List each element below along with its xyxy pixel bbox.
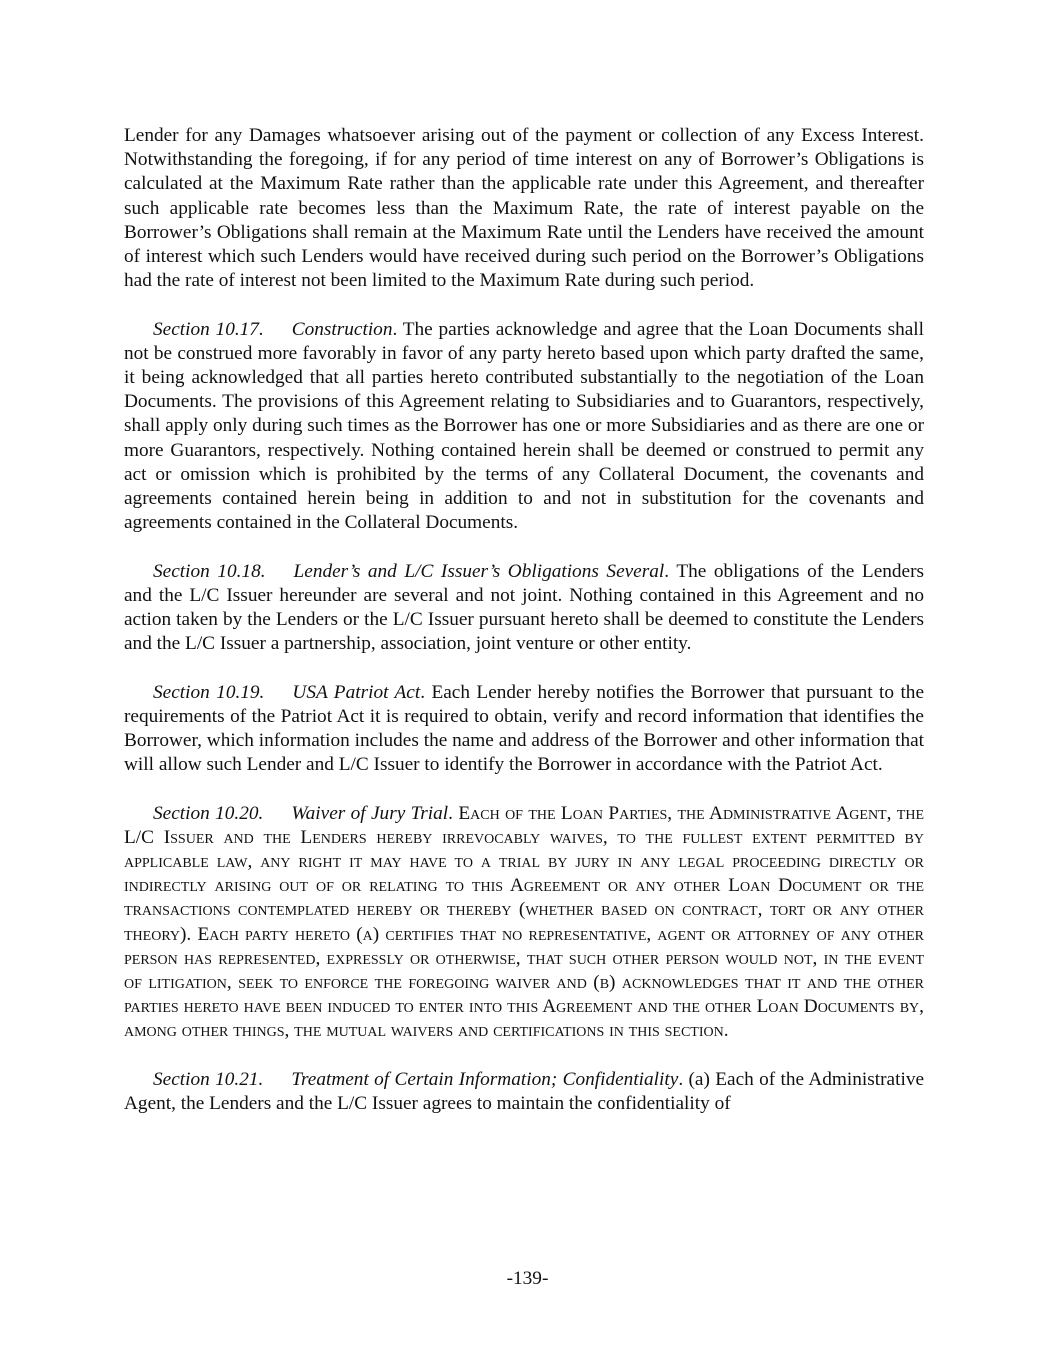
section-10-19: Section 10.19. USA Patriot Act. Each Lender hereby notifies the Borrower that pursuant to the requirements of the Patriot Act it is required to obtain, verify and record information that identifies the Borrower, which information includes the name and address of the Borrower and other information that will allow such Lender and L/C Issuer to identify the Borrower in accordance with the Patriot Act. xyxy=(124,681,925,776)
section-10-18: Section 10.18. Lender’s and L/C Issuer’s Obligations Several. The obligations of the Lenders and the L/C Issuer hereunder are several and not joint. Nothing contained in this Agreement and no action taken by the Lenders or the L/C Issuer pursuant hereto shall be deemed to constitute the Lenders and the L/C Issuer a partnership, association, joint venture or other entity. xyxy=(124,560,925,655)
section-10-21: Section 10.21. Treatment of Certain Information; Confidentiality. (a) Each of the Administrative Agent, the Lenders and the L/C Issuer agrees to maintain the confidentiality of xyxy=(124,1068,925,1115)
section-body: Each of the Loan Parties, the Administrative Agent, the L/C Issuer and the Lenders hereby irrevocably waives, to the fullest extent permitted by applicable law, any right it may have to a trial by jury in any legal proceeding directly or indirectly arising out of or relating to this Agreement or any other Loan Document or the transactions contemplated hereby or thereby (whether based on contract, tort or any other theory). Each party hereto (a) certifies that no representative, agent or attorney of any other person has represented, expressly or otherwise, that such other person would not, in the event of litigation, seek to enforce the foregoing waiver and (b) acknowledges that it and the other parties hereto have been induced to enter into this Agreement and the other Loan Documents by, among other things, the mutual waivers and certifications in this section. xyxy=(124,802,925,1042)
section-10-20: Section 10.20. Waiver of Jury Trial. Each of the Loan Parties, the Administrative Agent, the L/C Issuer and the Lenders hereby irrevocably waives, to the fullest extent permitted by applicable law, any right it may have to a trial by jury in any legal proceeding directly or indirectly arising out of or relating to this Agreement or any other Loan Document or the transactions contemplated hereby or thereby (whether based on contract, tort or any other theory). Each party hereto (a) certifies that no representative, agent or attorney of any other person has represented, expressly or otherwise, that such other person would not, in the event of litigation, seek to enforce the foregoing waiver and (b) acknowledges that it and the other parties hereto have been induced to enter into this Agreement and the other Loan Documents by, among other things, the mutual waivers and certifications in this section. xyxy=(124,802,925,1042)
section-10-17: Section 10.17. Construction. The parties acknowledge and agree that the Loan Documents shall not be construed more favorably in favor of any party hereto based upon which party drafted the same, it being acknowledged that all parties hereto contributed substantially to the negotiation of the Loan Documents. The provisions of this Agreement relating to Subsidiaries and to Guarantors, respectively, shall apply only during such times as the Borrower has one or more Subsidiaries and as there are one or more Guarantors, respectively. Nothing contained herein shall be deemed or construed to permit any act or omission which is prohibited by the terms of any Collateral Document, the covenants and agreements contained herein being in addition to and not in substitution for the covenants and agreements contained in the Collateral Documents. xyxy=(124,318,924,534)
section-number: Section 10.17. xyxy=(153,318,264,340)
section-title: Waiver of Jury Trial xyxy=(291,802,449,824)
section-number: Section 10.20. xyxy=(153,802,264,824)
document-page xyxy=(124,124,924,1140)
section-body: Each Lender hereby notifies the Borrower that pursuant to the requirements of the Patriot Act it is required to obtain, verify and record information that identifies the Borrower, which information includes the name and address of the Borrower and other information that will allow such Lender and L/C Issuer to identify the Borrower in accordance with the Patriot Act. xyxy=(124,681,925,776)
section-number: Section 10.18. xyxy=(153,560,266,582)
section-title: Construction xyxy=(291,318,393,340)
section-number: Section 10.21. xyxy=(153,1068,264,1090)
section-title: USA Patriot Act xyxy=(292,681,421,703)
section-number: Section 10.19. xyxy=(153,681,265,703)
section-body: (a) Each of the Administrative Agent, the Lenders and the L/C Issuer agrees to maintain the confidentiality of xyxy=(124,1068,925,1115)
section-title: Lender’s and L/C Issuer’s Obligations Several xyxy=(293,560,665,582)
section-body: The obligations of the Lenders and the L/C Issuer hereunder are several and not joint. Nothing contained in this Agreement and no action taken by the Lenders or the L/C Issuer pursuant hereto shall be deemed to constitute the Lenders and the L/C Issuer a partnership, association, joint venture or other entity. xyxy=(124,560,925,655)
page-number: -139- xyxy=(506,1268,549,1289)
continuation-paragraph: Lender for any Damages whatsoever arising out of the payment or collection of any Excess Interest. Notwithstanding the foregoing, if for any period of time interest on any of Borrower’s Obligations is calculated at the Maximum Rate rather than the applicable rate under this Agreement, and thereafter such applicable rate becomes less than the Maximum Rate, the rate of interest payable on the Borrower’s Obligations shall remain at the Maximum Rate until the Lenders have received the amount of interest which such Lenders would have received during such period on the Borrower’s Obligations had the rate of interest not been limited to the Maximum Rate during such period. xyxy=(124,125,924,292)
section-title: Treatment of Certain Information; Confidentiality xyxy=(291,1068,679,1090)
section-body: The parties acknowledge and agree that the Loan Documents shall not be construed more favorably in favor of any party hereto based upon which party drafted the same, it being acknowledged that all parties hereto contributed substantially to the negotiation of the Loan Documents. The provisions of this Agreement relating to Subsidiaries and to Guarantors, respectively, shall apply only during such times as the Borrower has one or more Subsidiaries and as there are one or more Guarantors, respectively. Nothing contained herein shall be deemed or construed to permit any act or omission which is prohibited by the terms of any Collateral Document, the covenants and agreements contained herein being in addition to and not in substitution for the covenants and agreements contained in the Collateral Documents. xyxy=(124,318,924,534)
